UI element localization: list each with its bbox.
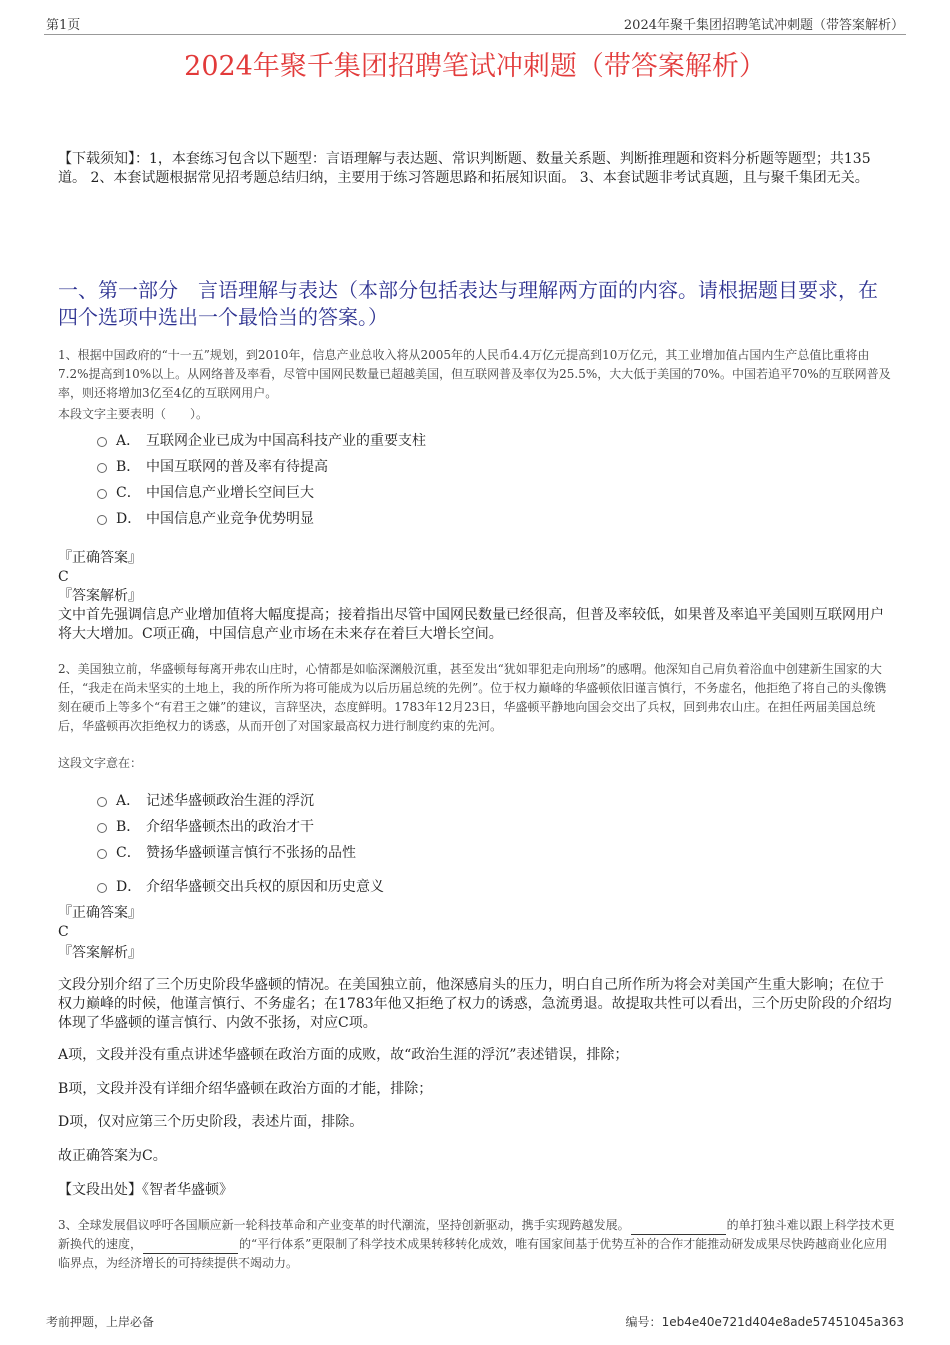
q2-option-a[interactable]	[97, 790, 314, 810]
option-text: 中国互联网的普及率有待提高	[146, 459, 328, 475]
q1-option-b[interactable]	[97, 456, 328, 476]
q2-option-d[interactable]	[97, 876, 384, 896]
footer-code-label: 编号：	[625, 1315, 662, 1329]
q3-blank-2[interactable]	[143, 1241, 238, 1254]
option-text: 赞扬华盛顿谨言慎行不张扬的品性	[146, 845, 356, 861]
option-text: 互联网企业已成为中国高科技产业的重要支柱	[146, 433, 426, 449]
q3-stem	[58, 1216, 896, 1273]
q2-question: 这段文字意在：	[58, 756, 143, 770]
q1-option-d[interactable]	[97, 508, 314, 528]
page-title: 2024年聚千集团招聘笔试冲刺题（带答案解析）	[184, 51, 766, 82]
radio-icon[interactable]	[97, 823, 107, 833]
q1-analysis: 文中首先强调信息产业增加值将大幅度提高；接着指出尽管中国网民数量已经很高，但普及率较低，如果普及率追平美国则互联网用户将大大增加。C项正确，中国信息产业市场在未来存在着巨大增长空间。	[58, 607, 884, 642]
option-label: A．	[116, 793, 141, 809]
option-label: B．	[116, 819, 141, 835]
q3-blank-1[interactable]	[631, 1222, 726, 1235]
q2-conclusion: 故正确答案为C。	[58, 1148, 167, 1164]
option-label: C．	[116, 845, 141, 861]
option-text: 介绍华盛顿杰出的政治才干	[146, 819, 314, 835]
section-heading: 一、第一部分 言语理解与表达（本部分包括表达与理解两方面的内容。请根据题目要求，在四个选项中选出一个最恰当的答案。）	[58, 278, 878, 329]
radio-icon[interactable]	[97, 437, 107, 447]
q3-part3: 的“平行体系”更限制了科学技术成果转移转化成效，唯有国家间基于优势互补的合作才能推动研发成果尽快跨越商业化应用临界点，为经济增长的可持续提供不竭动力。	[58, 1237, 888, 1270]
footer-code-value: 1eb4e40e721d404e8ade57451045a363	[661, 1315, 904, 1329]
q2-option-b[interactable]	[97, 816, 314, 836]
q2-source: 【文段出处】《智者华盛顿》	[58, 1182, 233, 1198]
page-number: 第1页	[46, 18, 81, 33]
option-label: A．	[116, 433, 141, 449]
radio-icon[interactable]	[97, 883, 107, 893]
q2-note-d: D项，仅对应第三个历史阶段，表述片面，排除。	[58, 1114, 364, 1130]
option-text: 中国信息产业竞争优势明显	[146, 511, 314, 527]
option-label: C．	[116, 485, 141, 501]
radio-icon[interactable]	[97, 463, 107, 473]
q1-answer-tag: 『正确答案』	[58, 550, 142, 566]
q1-analysis-tag: 『答案解析』	[58, 588, 142, 604]
q2-stem: 2、美国独立前，华盛顿每每离开弗农山庄时，心情都是如临深渊般沉重，甚至发出“犹如罪犯走向刑场”的感喟。他深知自己肩负着浴血中创建新生国家的大任，“我走在尚未坚实的土地上，我的所作所为将可能成为以后历届总统的先例”。位于权力巅峰的华盛顿依旧谨言慎行，不务虚名，他拒绝了将自己的头像镌刻在硬币上等多个“有君王之嫌”的建议，言辞坚决，态度鲜明。1783年12月23日，华盛顿平静地向国会交出了兵权，回到弗农山庄。在担任两届美国总统后，华盛顿再次拒绝权力的诱惑，从而开创了对国家最高权力进行制度约束的先河。	[58, 662, 887, 733]
q2-analysis: 文段分别介绍了三个历史阶段华盛顿的情况。在美国独立前，他深感肩头的压力，明白自己所作所为将会对美国产生重大影响；在位于权力巅峰的时候，他谨言慎行、不务虚名；在1783年他又拒绝了权力的诱惑，急流勇退。故提取共性可以看出，三个历史阶段的介绍均体现了华盛顿的谨言慎行、内敛不张扬，对应C项。	[58, 977, 892, 1031]
q2-option-c[interactable]	[97, 842, 356, 862]
option-text: 记述华盛顿政治生涯的浮沉	[146, 793, 314, 809]
q2-analysis-tag: 『答案解析』	[58, 945, 142, 961]
q1-option-c[interactable]	[97, 482, 314, 502]
radio-icon[interactable]	[97, 797, 107, 807]
option-label: D．	[116, 511, 142, 527]
option-text: 介绍华盛顿交出兵权的原因和历史意义	[146, 879, 384, 895]
footer-slogan: 考前押题，上岸必备	[46, 1315, 155, 1329]
option-label: B．	[116, 459, 141, 475]
q2-answer: C	[58, 924, 69, 940]
radio-icon[interactable]	[97, 849, 107, 859]
q3-part1: 3、全球发展倡议呼吁各国顺应新一轮科技革命和产业变革的时代潮流，坚持创新驱动，携手实现跨越发展。	[58, 1218, 630, 1232]
option-text: 中国信息产业增长空间巨大	[146, 485, 314, 501]
q1-question: 本段文字主要表明（ ）。	[58, 407, 209, 421]
q1-option-a[interactable]	[97, 430, 426, 450]
q1-answer: C	[58, 569, 69, 585]
q1-stem: 1、根据中国政府的“十一五”规划，到2010年，信息产业总收入将从2005年的人民币4.4万亿元提高到10万亿元，其工业增加值占国内生产总值比重将由7.2%提高到10%以上。从网络普及率看，尽管中国网民数量已超越美国，但互联网普及率仅为25.5%，大大低于美国的70%。中国若追平70%的互联网普及率，则还将增加3亿至4亿的互联网用户。	[58, 348, 891, 400]
header-divider	[44, 34, 906, 35]
radio-icon[interactable]	[97, 489, 107, 499]
q2-note-b: B项，文段并没有详细介绍华盛顿在政治方面的才能，排除；	[58, 1081, 433, 1097]
download-notice: 【下载须知】：1，本套练习包含以下题型：言语理解与表达题、常识判断题、数量关系题、判断推理题和资料分析题等题型；共135道。 2、本套试题根据常见招考题总结归纳，主要用于练习答题思路和拓展知识面。 3、本套试题非考试真题，且与聚千集团无关。	[58, 151, 871, 186]
q2-answer-tag: 『正确答案』	[58, 905, 142, 921]
option-label: D．	[116, 879, 142, 895]
q2-note-a: A项，文段并没有重点讲述华盛顿在政治方面的成败，故“政治生涯的浮沉”表述错误，排除；	[58, 1047, 629, 1063]
header-doc-title: 2024年聚千集团招聘笔试冲刺题（带答案解析）	[623, 18, 904, 33]
q3-part2: 的单打独斗难以跟上科学技术更新换代的速度，	[58, 1218, 895, 1251]
footer-code	[626, 1313, 904, 1330]
radio-icon[interactable]	[97, 515, 107, 525]
